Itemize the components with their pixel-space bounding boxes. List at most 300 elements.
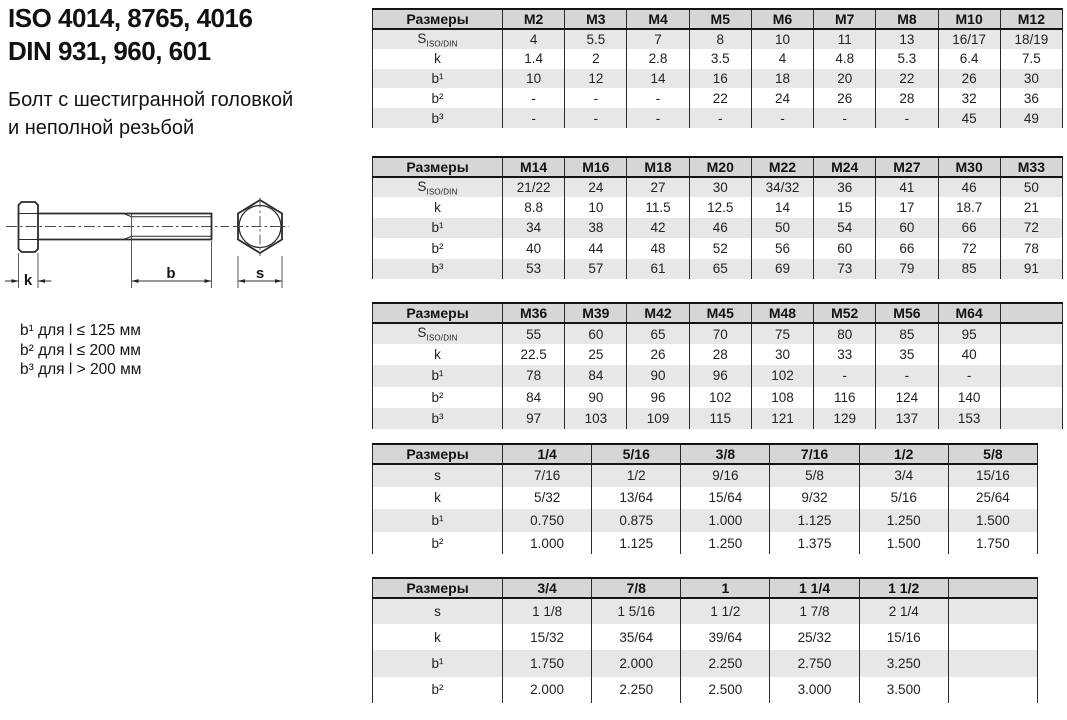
value-cell: 75 [751, 323, 813, 344]
row-label-symbol: k [434, 200, 441, 216]
table-row [373, 408, 1063, 429]
dim-arrow-k-left [12, 279, 19, 283]
value-cell: 39/64 [681, 624, 770, 650]
size-header: M56 [876, 303, 938, 323]
value-cell: 90 [565, 387, 627, 408]
table-row [373, 323, 1063, 344]
size-header: M45 [689, 303, 751, 323]
size-header: M18 [627, 157, 689, 177]
row-label-symbol: b² [431, 389, 444, 405]
value-cell: 1.750 [503, 650, 592, 676]
value-cell: 12 [565, 69, 627, 89]
value-cell: 40 [938, 344, 1000, 365]
row-label-symbol: b¹ [431, 220, 444, 236]
table-row [373, 49, 1063, 69]
row-label [373, 677, 503, 703]
value-cell: 53 [503, 259, 565, 279]
value-cell: 0.750 [503, 509, 592, 532]
value-cell: 40 [503, 238, 565, 258]
row-label [373, 598, 503, 624]
value-cell [1000, 365, 1062, 386]
value-cell: 4.8 [814, 49, 876, 69]
value-cell: 1.375 [770, 532, 859, 555]
size-header: M6 [751, 9, 813, 29]
value-cell: 15/16 [948, 464, 1037, 487]
size-header: M22 [751, 157, 813, 177]
value-cell: 108 [751, 387, 813, 408]
note-b2: b² для l ≤ 200 мм [20, 341, 141, 359]
value-cell: 2.250 [592, 677, 681, 703]
value-cell: 109 [627, 408, 689, 429]
table-row [373, 88, 1063, 108]
value-cell: 1.4 [503, 49, 565, 69]
value-cell: 60 [876, 218, 938, 238]
value-cell: 1.000 [503, 532, 592, 555]
value-cell: 11 [814, 29, 876, 49]
value-cell: 4 [503, 29, 565, 49]
table-inch-large [372, 577, 1038, 703]
row-label-symbol: b¹ [431, 368, 444, 384]
value-cell: 5.5 [565, 29, 627, 49]
value-cell: 30 [689, 177, 751, 197]
value-cell [948, 650, 1037, 676]
row-label [373, 344, 503, 365]
note-b3: b³ для l > 200 мм [20, 361, 142, 378]
value-cell: 0.875 [592, 509, 681, 532]
row-label [373, 218, 503, 238]
value-cell: 22.5 [503, 344, 565, 365]
row-label-subscript: ISO/DIN [426, 187, 458, 197]
value-cell: 72 [938, 238, 1000, 258]
size-header: M7 [814, 9, 876, 29]
value-cell: 22 [876, 69, 938, 89]
value-cell: 1.250 [681, 532, 770, 555]
value-cell: 1 5/16 [592, 598, 681, 624]
row-label-symbol: k [434, 51, 441, 67]
value-cell: 78 [503, 365, 565, 386]
table-row [373, 650, 1038, 676]
size-header: M24 [814, 157, 876, 177]
row-label [373, 532, 503, 555]
table-row [373, 108, 1063, 128]
value-cell: 24 [565, 177, 627, 197]
bolt-drawing [0, 190, 330, 300]
value-cell: - [503, 108, 565, 128]
size-header: M3 [565, 9, 627, 29]
value-cell: 50 [751, 218, 813, 238]
value-cell: - [565, 88, 627, 108]
value-cell: 8 [689, 29, 751, 49]
value-cell: - [751, 108, 813, 128]
value-cell: 14 [627, 69, 689, 89]
value-cell: 96 [627, 387, 689, 408]
value-cell: 15 [814, 197, 876, 217]
value-cell: - [503, 88, 565, 108]
value-cell: 60 [814, 238, 876, 258]
row-label [373, 29, 503, 49]
value-cell: - [814, 108, 876, 128]
value-cell: 13 [876, 29, 938, 49]
row-label-symbol: k [434, 490, 441, 506]
value-cell: 70 [689, 323, 751, 344]
row-label [373, 108, 503, 128]
row-label-symbol: b³ [431, 410, 444, 426]
value-cell: 57 [565, 259, 627, 279]
value-cell: 2.500 [681, 677, 770, 703]
table-row [373, 598, 1038, 624]
size-header: M33 [1000, 157, 1062, 177]
value-cell: 3.5 [689, 49, 751, 69]
value-cell: 96 [689, 365, 751, 386]
value-cell: 10 [751, 29, 813, 49]
value-cell: 10 [565, 197, 627, 217]
value-cell: 69 [751, 259, 813, 279]
dim-label-b: b [166, 265, 176, 282]
size-header: M36 [503, 303, 565, 323]
dimension-table [372, 443, 1038, 554]
row-label [373, 650, 503, 676]
dim-arrow-k-right [38, 279, 45, 283]
table-row [373, 29, 1063, 49]
table-row [373, 387, 1063, 408]
value-cell: 25/64 [948, 487, 1037, 510]
table-row [373, 624, 1038, 650]
value-cell: 49 [1000, 108, 1062, 128]
value-cell: - [938, 365, 1000, 386]
value-cell: 79 [876, 259, 938, 279]
dimension-table [372, 302, 1063, 429]
value-cell: 36 [814, 177, 876, 197]
value-cell: 85 [876, 323, 938, 344]
value-cell: 66 [938, 218, 1000, 238]
table-row [373, 197, 1063, 217]
value-cell: 21/22 [503, 177, 565, 197]
row-label-symbol: S [417, 30, 427, 46]
value-cell: - [814, 365, 876, 386]
sizes-column-header: Размеры [373, 157, 503, 177]
size-header: M52 [814, 303, 876, 323]
value-cell: 72 [1000, 218, 1062, 238]
size-header: M2 [503, 9, 565, 29]
value-cell: 2.000 [503, 677, 592, 703]
value-cell: 60 [565, 323, 627, 344]
value-cell: 129 [814, 408, 876, 429]
value-cell: 124 [876, 387, 938, 408]
value-cell: 73 [814, 259, 876, 279]
row-label [373, 464, 503, 487]
value-cell: 1.250 [859, 509, 948, 532]
size-header: 1 1/4 [770, 578, 859, 598]
row-label [373, 49, 503, 69]
value-cell [948, 598, 1037, 624]
size-header: M30 [938, 157, 1000, 177]
dim-arrow-b-left [132, 279, 139, 283]
row-label [373, 509, 503, 532]
value-cell: - [627, 108, 689, 128]
subtitle-line1: Болт с шестигранной головкой [8, 89, 294, 111]
table-row [373, 677, 1038, 703]
value-cell: 13/64 [592, 487, 681, 510]
sizes-column-header: Размеры [373, 578, 503, 598]
size-header: M5 [689, 9, 751, 29]
value-cell: 26 [814, 88, 876, 108]
value-cell: 9/32 [770, 487, 859, 510]
size-header: M16 [565, 157, 627, 177]
size-header [948, 578, 1037, 598]
value-cell: 20 [814, 69, 876, 89]
row-label-symbol: b² [431, 682, 444, 698]
value-cell: 14 [751, 197, 813, 217]
note-b1: b¹ для l ≤ 125 мм [20, 322, 141, 339]
value-cell: 3/4 [859, 464, 948, 487]
table-metric-m2-m12 [372, 8, 1063, 128]
value-cell: 115 [689, 408, 751, 429]
row-label [373, 177, 503, 197]
value-cell [948, 624, 1037, 650]
value-cell: 38 [565, 218, 627, 238]
value-cell: 90 [627, 365, 689, 386]
row-label [373, 387, 503, 408]
value-cell: 34 [503, 218, 565, 238]
value-cell: 50 [1000, 177, 1062, 197]
size-header: 3/8 [681, 444, 770, 464]
value-cell: 27 [627, 177, 689, 197]
value-cell: 7/16 [503, 464, 592, 487]
dimension-table [372, 577, 1038, 703]
row-label [373, 259, 503, 279]
value-cell [1000, 408, 1062, 429]
value-cell: 5/16 [859, 487, 948, 510]
value-cell: 30 [751, 344, 813, 365]
row-label [373, 69, 503, 89]
value-cell: - [689, 108, 751, 128]
value-cell: 35 [876, 344, 938, 365]
size-header: M39 [565, 303, 627, 323]
table-inch-small [372, 443, 1038, 554]
value-cell: 8.8 [503, 197, 565, 217]
value-cell: 30 [1000, 69, 1062, 89]
value-cell: 95 [938, 323, 1000, 344]
value-cell: 54 [814, 218, 876, 238]
row-label [373, 487, 503, 510]
value-cell: 32 [938, 88, 1000, 108]
value-cell: 17 [876, 197, 938, 217]
value-cell: 22 [689, 88, 751, 108]
row-label-symbol: b¹ [431, 512, 444, 528]
size-header: 3/4 [503, 578, 592, 598]
value-cell: 46 [938, 177, 1000, 197]
value-cell: 7 [627, 29, 689, 49]
row-label-symbol: S [417, 178, 427, 194]
size-header: 7/16 [770, 444, 859, 464]
value-cell: 28 [876, 88, 938, 108]
value-cell: 25 [565, 344, 627, 365]
value-cell: 2 1/4 [859, 598, 948, 624]
value-cell: 55 [503, 323, 565, 344]
value-cell: 2 [565, 49, 627, 69]
title-iso: ISO 4014, 8765, 4016 [8, 3, 253, 33]
row-label-symbol: k [434, 629, 441, 645]
size-header: M48 [751, 303, 813, 323]
size-header: M27 [876, 157, 938, 177]
table-row [373, 69, 1063, 89]
row-label [373, 197, 503, 217]
sizes-column-header: Размеры [373, 9, 503, 29]
row-label-symbol: b³ [431, 261, 444, 277]
value-cell: 2.750 [770, 650, 859, 676]
row-label [373, 88, 503, 108]
sizes-column-header: Размеры [373, 444, 503, 464]
value-cell: 18 [751, 69, 813, 89]
value-cell: 16/17 [938, 29, 1000, 49]
value-cell: 42 [627, 218, 689, 238]
table-row [373, 218, 1063, 238]
value-cell: 121 [751, 408, 813, 429]
value-cell: 1.125 [592, 532, 681, 555]
size-header: M10 [938, 9, 1000, 29]
value-cell: 6.4 [938, 49, 1000, 69]
value-cell: 56 [751, 238, 813, 258]
value-cell: 65 [689, 259, 751, 279]
row-label-symbol: S [417, 325, 427, 341]
value-cell: - [876, 365, 938, 386]
value-cell: 36 [1000, 88, 1062, 108]
subtitle-line2: и неполной резьбой [8, 117, 195, 139]
size-header: 1 [681, 578, 770, 598]
row-label-subscript: ISO/DIN [426, 333, 458, 343]
table-row [373, 487, 1038, 510]
value-cell: 44 [565, 238, 627, 258]
sizes-column-header: Размеры [373, 303, 503, 323]
size-header: 1/4 [503, 444, 592, 464]
value-cell: 80 [814, 323, 876, 344]
size-header: M8 [876, 9, 938, 29]
value-cell: 102 [689, 387, 751, 408]
value-cell: 102 [751, 365, 813, 386]
value-cell: 25/32 [770, 624, 859, 650]
dim-arrow-s-right [275, 279, 282, 283]
value-cell: 153 [938, 408, 1000, 429]
value-cell: 11.5 [627, 197, 689, 217]
row-label-symbol: b² [431, 535, 444, 551]
value-cell [1000, 387, 1062, 408]
value-cell: 3.000 [770, 677, 859, 703]
value-cell: 33 [814, 344, 876, 365]
value-cell [1000, 323, 1062, 344]
size-header: 5/8 [948, 444, 1037, 464]
value-cell: 35/64 [592, 624, 681, 650]
row-label-symbol: k [434, 347, 441, 363]
value-cell: 103 [565, 408, 627, 429]
row-label [373, 624, 503, 650]
dim-label-s: s [255, 265, 265, 282]
size-header: M14 [503, 157, 565, 177]
value-cell: 1.000 [681, 509, 770, 532]
table-row [373, 259, 1063, 279]
table-metric-m14-m33 [372, 156, 1063, 279]
value-cell: 66 [876, 238, 938, 258]
value-cell: 26 [938, 69, 1000, 89]
value-cell: 1 1/8 [503, 598, 592, 624]
value-cell: 3.500 [859, 677, 948, 703]
value-cell: 1 1/2 [681, 598, 770, 624]
value-cell: 15/32 [503, 624, 592, 650]
dim-arrow-s-left [238, 279, 245, 283]
row-label [373, 323, 503, 344]
row-label-subscript: ISO/DIN [426, 39, 458, 49]
size-header: 1/2 [859, 444, 948, 464]
table-row [373, 532, 1038, 555]
value-cell: 34/32 [751, 177, 813, 197]
value-cell: - [565, 108, 627, 128]
value-cell: - [627, 88, 689, 108]
size-header: 5/16 [592, 444, 681, 464]
value-cell: 1.500 [859, 532, 948, 555]
value-cell: 15/16 [859, 624, 948, 650]
value-cell: 85 [938, 259, 1000, 279]
size-header: M12 [1000, 9, 1062, 29]
row-label-symbol: s [434, 604, 441, 620]
size-header: 1 1/2 [859, 578, 948, 598]
size-header: M20 [689, 157, 751, 177]
dim-arrow-b-right [205, 279, 212, 283]
row-label-symbol: s [434, 468, 441, 484]
value-cell: 12.5 [689, 197, 751, 217]
value-cell: 1.750 [948, 532, 1037, 555]
table-row [373, 344, 1063, 365]
value-cell: 28 [689, 344, 751, 365]
value-cell: 1.500 [948, 509, 1037, 532]
value-cell: 2.000 [592, 650, 681, 676]
value-cell: 18.7 [938, 197, 1000, 217]
value-cell: 16 [689, 69, 751, 89]
extension-lines [19, 214, 212, 288]
value-cell [948, 677, 1037, 703]
size-header: M64 [938, 303, 1000, 323]
row-label [373, 238, 503, 258]
value-cell: 45 [938, 108, 1000, 128]
row-label-symbol: b² [431, 90, 444, 106]
value-cell: 65 [627, 323, 689, 344]
row-label [373, 365, 503, 386]
table-row [373, 238, 1063, 258]
dim-label-k: k [23, 272, 33, 289]
value-cell: 4 [751, 49, 813, 69]
value-cell: 1 7/8 [770, 598, 859, 624]
row-label-symbol: b² [431, 240, 444, 256]
value-cell: 48 [627, 238, 689, 258]
size-header: M4 [627, 9, 689, 29]
value-cell: 7.5 [1000, 49, 1062, 69]
value-cell: 116 [814, 387, 876, 408]
value-cell: 24 [751, 88, 813, 108]
value-cell: 10 [503, 69, 565, 89]
row-label-symbol: b¹ [431, 70, 444, 86]
value-cell: 21 [1000, 197, 1062, 217]
value-cell: 2.8 [627, 49, 689, 69]
table-row [373, 464, 1038, 487]
value-cell: 52 [689, 238, 751, 258]
value-cell: 97 [503, 408, 565, 429]
row-label [373, 408, 503, 429]
row-label-symbol: b³ [431, 110, 444, 126]
dimension-table [372, 156, 1063, 279]
dimension-table [372, 8, 1063, 128]
size-header: 7/8 [592, 578, 681, 598]
size-header [1000, 303, 1062, 323]
value-cell: 41 [876, 177, 938, 197]
value-cell: 15/64 [681, 487, 770, 510]
